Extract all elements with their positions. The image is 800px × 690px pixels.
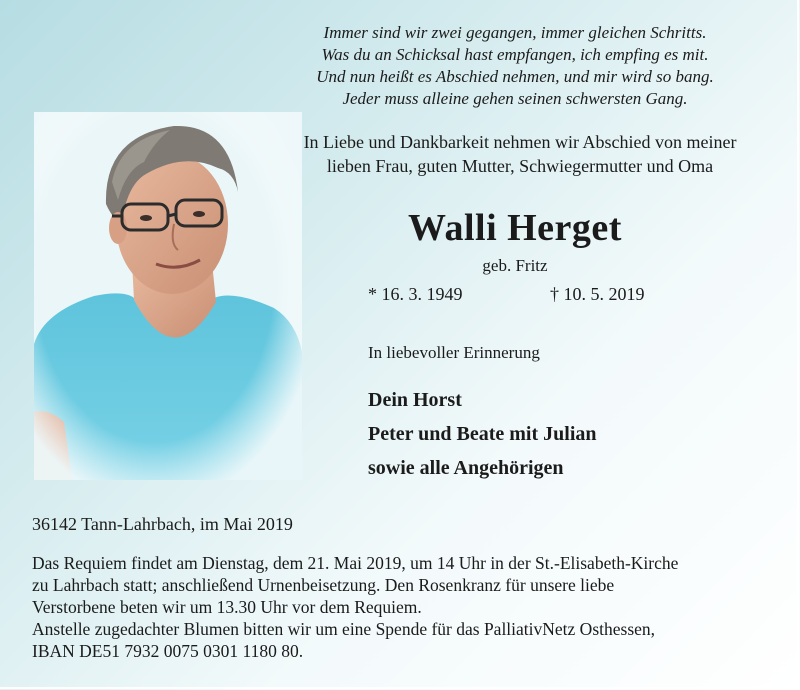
donation-line: IBAN DE51 7932 0075 0301 1180 80. — [32, 641, 304, 661]
farewell-intro — [250, 130, 790, 178]
mourner-line: Peter und Beate mit Julian — [368, 423, 597, 445]
intro-line: lieben Frau, guten Mutter, Schwiegermutter und Oma — [326, 156, 714, 176]
poem-line: Was du an Schicksal hast empfangen, ich empfing es mit. — [321, 45, 709, 64]
maiden-name: geb. Fritz — [482, 256, 548, 275]
place-and-date: 36142 Tann-Lahrbach, im Mai 2019 — [32, 514, 293, 534]
poem-line: Und nun heißt es Abschied nehmen, und mir wird so bang. — [316, 67, 714, 86]
mourner-line: Dein Horst — [368, 389, 462, 411]
portrait-illustration — [34, 112, 302, 480]
requiem-line: Verstorbene beten wir um 13.30 Uhr vor dem Requiem. — [32, 597, 422, 617]
deceased-name: Walli Herget — [408, 207, 622, 249]
requiem-line: zu Lahrbach statt; anschließend Urnenbeisetzung. Den Rosenkranz für unsere liebe — [32, 575, 615, 595]
requiem-line: Das Requiem findet am Dienstag, dem 21. Mai 2019, um 14 Uhr in der St.-Elisabeth-Kirche — [32, 553, 679, 573]
poem-line: Immer sind wir zwei gegangen, immer gleichen Schritts. — [323, 23, 707, 42]
service-notice — [32, 552, 772, 662]
mourner-line: sowie alle Angehörigen — [368, 457, 564, 479]
birth-date: * 16. 3. 1949 — [368, 284, 463, 304]
portrait-photo — [34, 112, 302, 480]
donation-line: Anstelle zugedachter Blumen bitten wir um eine Spende für das PalliativNetz Osthessen, — [32, 619, 656, 639]
intro-line: In Liebe und Dankbarkeit nehmen wir Abschied von meiner — [303, 132, 737, 152]
memory-line: In liebevoller Erinnerung — [368, 343, 540, 362]
death-date: † 10. 5. 2019 — [550, 284, 645, 304]
mourners-list — [368, 383, 597, 485]
donation-paragraph — [32, 618, 772, 662]
memorial-poem — [255, 22, 775, 110]
requiem-paragraph — [32, 552, 772, 618]
poem-line: Jeder muss alleine gehen seinen schwersten Gang. — [342, 89, 688, 108]
